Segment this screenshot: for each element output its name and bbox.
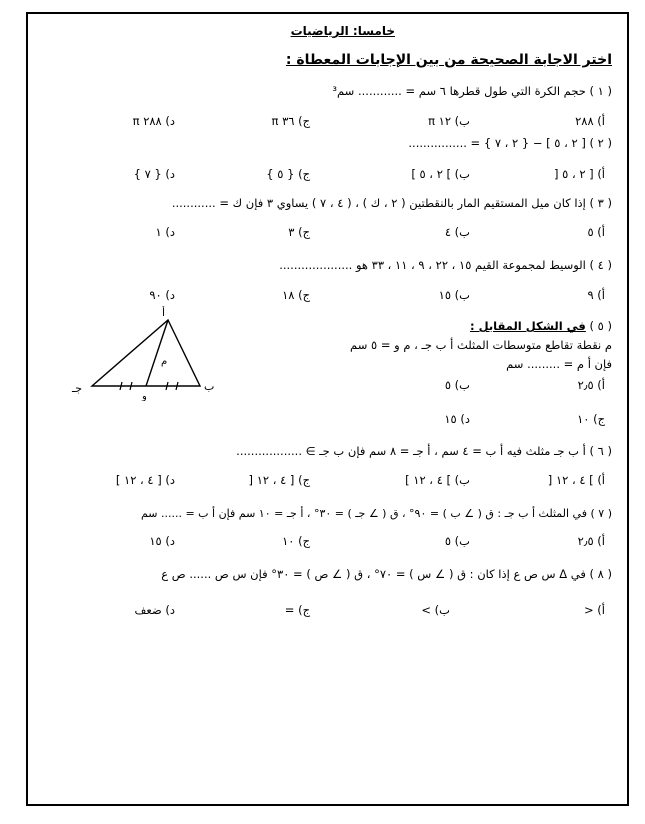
q5-option-a[interactable]: أ) ٢٫٥ <box>577 378 605 392</box>
page-border <box>26 12 629 806</box>
q7-option-c[interactable]: ج) ١٠ <box>282 534 310 548</box>
q5-line-1: م نقطة تقاطع متوسطات المثلث أ ب جـ ، م و = ٥ سم <box>350 338 612 352</box>
q5-option-d[interactable]: د) ١٥ <box>444 412 470 426</box>
question-2: ( ٢ ) [ ٢ ، ٥ ] − { ٢ ، ٧ } = ................ <box>408 136 612 150</box>
q3-option-d[interactable]: د) ١ <box>155 225 175 239</box>
q6-option-b[interactable]: ب) ] ٤ ، ١٢ ] <box>405 473 470 487</box>
q4-option-a[interactable]: أ) ٩ <box>587 288 605 302</box>
q8-option-c[interactable]: ج) = <box>284 603 310 617</box>
question-1: ( ١ ) حجم الكرة التي طول قطرها ٦ سم = ............ سم³ <box>332 84 612 98</box>
q5-number: ( ٥ ) <box>589 319 612 333</box>
q2-option-d[interactable]: د) { ٧ } <box>133 167 175 181</box>
q3-option-b[interactable]: ب) ٤ <box>444 225 470 239</box>
q5-option-c[interactable]: ج) ١٠ <box>577 412 605 426</box>
q8-option-b[interactable]: ب) > <box>421 603 450 617</box>
question-4: ( ٤ ) الوسيط لمجموعة القيم ١٥ ، ٢٢ ، ٩ ، ١١ ، ٣٣ هو .................... <box>279 258 612 272</box>
q1-option-a[interactable]: أ) ٢٨٨ <box>575 114 605 128</box>
vertex-c-label: جـ <box>72 382 83 395</box>
question-3: ( ٣ ) إذا كان ميل المستقيم المار بالنقطتين ( ٢ ، ك ) ، ( ٤ ، ٧ ) يساوي ٣ فإن ك = ............ <box>171 196 612 210</box>
question-7: ( ٧ ) في المثلث أ ب جـ : ق ( ∠ ب ) = ٩٠° ، ق ( ∠ جـ ) = ٣٠° ، أ جـ = ١٠ سم فإن أ ب = ...... سم <box>140 507 612 520</box>
q6-option-c[interactable]: ج) [ ٤ ، ١٢ [ <box>248 473 310 487</box>
question-8: ( ٨ ) في Δ س ص ع إذا كان : ق ( ∠ س ) = ٧٠° ، ق ( ∠ ص ) = ٣٠° فإن س ص ...... ص ع <box>161 567 612 581</box>
q2-option-a[interactable]: أ) [ ٢ ، ٥ [ <box>553 167 605 181</box>
q6-option-d[interactable]: د) [ ٤ ، ١٢ ] <box>115 473 175 487</box>
q4-option-c[interactable]: ج) ١٨ <box>282 288 310 302</box>
q7-option-d[interactable]: د) ١٥ <box>149 534 175 548</box>
q5-line-2: فإن أ م = ......... سم <box>506 357 612 371</box>
q1-option-c[interactable]: ج) ٣٦ π <box>271 114 310 128</box>
q7-option-b[interactable]: ب) ٥ <box>444 534 470 548</box>
section-title: خامسا: الرياضيات <box>290 24 395 38</box>
triangle-figure <box>62 306 222 401</box>
q2-option-b[interactable]: ب) ] ٢ ، ٥ ] <box>411 167 470 181</box>
q7-option-a[interactable]: أ) ٢٫٥ <box>577 534 605 548</box>
q2-option-c[interactable]: ج) { ٥ } <box>266 167 310 181</box>
q3-option-c[interactable]: ج) ٣ <box>288 225 310 239</box>
q5-option-b[interactable]: ب) ٥ <box>444 378 470 392</box>
q8-option-a[interactable]: أ) < <box>584 603 605 617</box>
q5-figure-title: في الشكل المقابل : <box>470 319 586 333</box>
vertex-b-label: ب <box>204 380 215 393</box>
q3-option-a[interactable]: أ) ٥ <box>587 225 605 239</box>
q4-option-b[interactable]: ب) ١٥ <box>438 288 470 302</box>
point-w-label: و <box>142 391 147 401</box>
q8-option-d[interactable]: د) ضعف <box>134 603 175 617</box>
triangle-abc <box>92 320 200 386</box>
question-5-label <box>470 319 612 333</box>
q6-option-a[interactable]: أ) ] ٤ ، ١٢ [ <box>547 473 605 487</box>
instruction-heading: اختر الاجابة الصحيحة من بين الإجابات المعطاة : <box>285 52 612 68</box>
q1-option-b[interactable]: ب) ١٢ π <box>428 114 470 128</box>
q1-option-d[interactable]: د) ٢٨٨ π <box>132 114 175 128</box>
centroid-m-label: م <box>161 356 168 367</box>
q4-option-d[interactable]: د) ٩٠ <box>149 288 175 302</box>
question-6: ( ٦ ) أ ب جـ مثلث فيه أ ب = ٤ سم ، أ جـ = ٨ سم فإن ب جـ ∋ .................. <box>236 444 612 458</box>
vertex-a-label: أ <box>162 306 166 319</box>
